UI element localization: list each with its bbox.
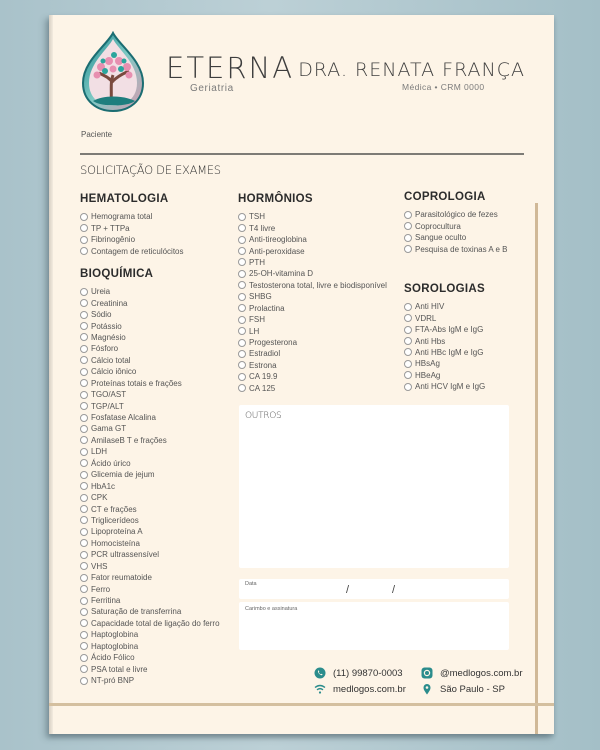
radio-circle-icon[interactable] (404, 314, 412, 322)
exam-label: Coprocultura (415, 221, 461, 231)
exam-checkbox-item[interactable] (238, 234, 387, 245)
location-pin-icon (421, 683, 433, 695)
website-url: medlogos.com.br (333, 683, 406, 695)
exam-label: Ureia (91, 287, 111, 297)
radio-circle-icon[interactable] (238, 350, 246, 358)
radio-circle-icon[interactable] (80, 333, 88, 341)
exam-label: Fibrinogênio (91, 235, 136, 245)
radio-circle-icon[interactable] (80, 528, 88, 536)
radio-circle-icon[interactable] (80, 677, 88, 685)
exam-label: Magnésio (91, 332, 126, 342)
contact-phone (314, 667, 403, 679)
exam-label: Creatinina (91, 298, 128, 308)
radio-circle-icon[interactable] (404, 222, 412, 230)
exam-checkbox-item[interactable] (80, 211, 184, 222)
section-title: BIOQUÍMICA (80, 268, 154, 280)
radio-circle-icon[interactable] (80, 436, 88, 444)
exam-checkbox-item[interactable] (238, 337, 387, 348)
exam-checkbox-item[interactable] (80, 538, 220, 549)
radio-circle-icon[interactable] (238, 316, 246, 324)
form-title: SOLICITAÇÃO DE EXAMES (80, 163, 221, 177)
exam-checkbox-item[interactable] (404, 232, 508, 243)
exam-checkbox-item[interactable] (80, 526, 220, 537)
exam-label: Anti HCV IgM e IgG (415, 382, 486, 392)
other-exams-label: OUTROS (245, 411, 282, 421)
exam-checkbox-item[interactable] (238, 371, 387, 382)
exam-label: Sódio (91, 310, 112, 320)
section-hormonios (238, 193, 387, 394)
radio-circle-icon[interactable] (80, 213, 88, 221)
exam-label: Anti Hbs (415, 336, 446, 346)
radio-circle-icon[interactable] (238, 373, 246, 381)
exam-checkbox-item[interactable] (80, 400, 220, 411)
exam-checkbox-item[interactable] (80, 222, 184, 233)
exam-checkbox-item[interactable] (404, 335, 485, 346)
exam-label: Potássio (91, 321, 122, 331)
exam-checkbox-item[interactable] (404, 301, 485, 312)
exam-label: TGO/AST (91, 390, 127, 400)
exam-label: CPK (91, 493, 108, 503)
brand-name: ETERNA (166, 51, 295, 85)
radio-circle-icon[interactable] (238, 361, 246, 369)
exam-checkbox-item[interactable] (80, 583, 220, 594)
radio-circle-icon[interactable] (404, 211, 412, 219)
radio-circle-icon[interactable] (80, 311, 88, 319)
radio-circle-icon[interactable] (404, 234, 412, 242)
exam-label: CT e frações (91, 504, 137, 514)
doctor-name: DRA. RENATA FRANÇA (298, 59, 525, 81)
exam-label: HBeAg (415, 370, 441, 380)
exam-checkbox-item[interactable] (80, 389, 220, 400)
radio-circle-icon[interactable] (80, 414, 88, 422)
doctor-credentials: Médica • CRM 0000 (402, 82, 485, 92)
exam-checkbox-item[interactable] (80, 366, 220, 377)
exam-label: Contagem de reticulócitos (91, 246, 184, 256)
exam-label: PSA total e livre (91, 664, 148, 674)
exam-checkbox-item[interactable] (80, 606, 220, 617)
exam-label: Cálcio total (91, 355, 131, 365)
exam-checkbox-item[interactable] (80, 561, 220, 572)
exam-label: CA 19.9 (249, 372, 278, 382)
section-coprologia (404, 191, 508, 255)
exam-checkbox-item[interactable] (80, 515, 220, 526)
exam-checkbox-item[interactable] (80, 245, 184, 256)
exam-checkbox-item[interactable] (404, 209, 508, 220)
exam-label: 25-OH-vitamina D (249, 269, 314, 279)
exam-checkbox-item[interactable] (80, 286, 220, 297)
radio-circle-icon[interactable] (404, 360, 412, 368)
exam-checkbox-item[interactable] (80, 469, 220, 480)
exam-label: Anti-peroxidase (249, 246, 305, 256)
radio-circle-icon[interactable] (238, 224, 246, 232)
other-exams-textarea[interactable] (239, 405, 509, 568)
radio-circle-icon[interactable] (80, 631, 88, 639)
radio-circle-icon[interactable] (80, 288, 88, 296)
radio-circle-icon[interactable] (238, 339, 246, 347)
exam-checkbox-item[interactable] (80, 446, 220, 457)
section-bioquimica (80, 268, 220, 686)
exam-label: Haptoglobina (91, 630, 139, 640)
radio-circle-icon[interactable] (238, 270, 246, 278)
exam-label: T4 livre (249, 223, 276, 233)
instagram-handle: @medlogos.com.br (440, 667, 523, 679)
exam-checkbox-item[interactable] (404, 324, 485, 335)
radio-circle-icon[interactable] (80, 551, 88, 559)
exam-checkbox-item[interactable] (80, 320, 220, 331)
exam-label: LDH (91, 447, 108, 457)
tree-drop-logo-icon (79, 31, 147, 113)
exam-checkbox-item[interactable] (238, 383, 387, 394)
exam-label: Ácido Fólico (91, 653, 135, 663)
date-separator: / (346, 584, 350, 596)
exam-checkbox-item[interactable] (238, 360, 387, 371)
radio-circle-icon[interactable] (404, 303, 412, 311)
radio-circle-icon[interactable] (238, 247, 246, 255)
exam-checkbox-item[interactable] (404, 347, 485, 358)
exam-label: Prolactina (249, 303, 285, 313)
radio-circle-icon[interactable] (80, 619, 88, 627)
radio-circle-icon[interactable] (238, 236, 246, 244)
exam-label: PCR ultrassensível (91, 550, 160, 560)
brand-subtitle: Geriatria (190, 83, 234, 94)
location-text: São Paulo - SP (440, 683, 505, 695)
exam-checkbox-item[interactable] (238, 348, 387, 359)
section-title: HORMÔNIOS (238, 193, 313, 205)
decorative-horizontal-bar (49, 703, 554, 706)
radio-circle-icon[interactable] (80, 574, 88, 582)
exam-checkbox-item[interactable] (238, 303, 387, 314)
exam-checkbox-item[interactable] (80, 378, 220, 389)
radio-circle-icon[interactable] (80, 494, 88, 502)
exam-checkbox-item[interactable] (80, 503, 220, 514)
exam-label: Fator reumatoide (91, 573, 152, 583)
exam-label: FSH (249, 315, 265, 325)
radio-circle-icon[interactable] (80, 482, 88, 490)
exam-checkbox-item[interactable] (80, 572, 220, 583)
decorative-vertical-bar (535, 203, 538, 734)
signature-field[interactable] (239, 602, 509, 650)
radio-circle-icon[interactable] (404, 337, 412, 345)
exam-checkbox-item[interactable] (238, 268, 387, 279)
exam-checkbox-item[interactable] (238, 222, 387, 233)
exam-label: Lipoproteína A (91, 527, 143, 537)
radio-circle-icon[interactable] (80, 608, 88, 616)
radio-circle-icon[interactable] (404, 326, 412, 334)
radio-circle-icon[interactable] (238, 213, 246, 221)
exam-label: Progesterona (249, 338, 298, 348)
radio-circle-icon[interactable] (80, 505, 88, 513)
exam-label: Anti-tireoglobina (249, 235, 307, 245)
radio-circle-icon[interactable] (80, 471, 88, 479)
exam-label: Anti HIV (415, 302, 445, 312)
radio-circle-icon[interactable] (80, 299, 88, 307)
radio-circle-icon[interactable] (80, 448, 88, 456)
exam-label: Capacidade total de ligação do ferro (91, 618, 220, 628)
exam-label: Estrona (249, 360, 277, 370)
exam-checkbox-item[interactable] (404, 370, 485, 381)
radio-circle-icon[interactable] (238, 293, 246, 301)
radio-circle-icon[interactable] (238, 384, 246, 392)
exam-label: Cálcio iônico (91, 367, 137, 377)
exam-request-form (49, 15, 554, 734)
exam-checkbox-item[interactable] (80, 412, 220, 423)
exam-checkbox-item[interactable] (80, 297, 220, 308)
radio-circle-icon[interactable] (80, 562, 88, 570)
radio-circle-icon[interactable] (80, 224, 88, 232)
exam-label: Parasitológico de fezes (415, 210, 498, 220)
exam-label: Ferritina (91, 596, 121, 606)
radio-circle-icon[interactable] (80, 247, 88, 255)
exam-label: Triglicerídeos (91, 515, 139, 525)
exam-checkbox-item[interactable] (80, 492, 220, 503)
exam-checkbox-item[interactable] (80, 332, 220, 343)
exam-checkbox-item[interactable] (80, 309, 220, 320)
exam-checkbox-item[interactable] (238, 245, 387, 256)
exam-checkbox-item[interactable] (80, 663, 220, 674)
exam-label: TSH (249, 212, 265, 222)
radio-circle-icon[interactable] (80, 654, 88, 662)
exam-label: Ácido úrico (91, 458, 131, 468)
exam-checkbox-item[interactable] (404, 358, 485, 369)
exam-label: NT-pró BNP (91, 676, 135, 686)
exam-label: Sangue oculto (415, 233, 467, 243)
exam-label: Ferro (91, 584, 111, 594)
radio-circle-icon[interactable] (80, 322, 88, 330)
exam-label: Pesquisa de toxinas A e B (415, 244, 508, 254)
exam-label: FTA-Abs IgM e IgG (415, 325, 484, 335)
radio-circle-icon[interactable] (80, 345, 88, 353)
radio-circle-icon[interactable] (238, 304, 246, 312)
radio-circle-icon[interactable] (80, 379, 88, 387)
exam-label: VDRL (415, 313, 437, 323)
exam-checkbox-item[interactable] (80, 675, 220, 686)
phone-number: (11) 99870-0003 (333, 667, 403, 679)
exam-checkbox-item[interactable] (80, 641, 220, 652)
section-sorologias (404, 283, 485, 393)
patient-name-field[interactable] (80, 153, 524, 155)
exam-checkbox-item[interactable] (238, 257, 387, 268)
exam-checkbox-item[interactable] (80, 355, 220, 366)
radio-circle-icon[interactable] (238, 281, 246, 289)
exam-label: CA 125 (249, 383, 276, 393)
wifi-icon (314, 683, 326, 695)
exam-checkbox-item[interactable] (238, 211, 387, 222)
section-hematologia (80, 193, 184, 257)
exam-label: HBsAg (415, 359, 440, 369)
contact-location (421, 683, 505, 695)
exam-label: Fósforo (91, 344, 119, 354)
exam-checkbox-item[interactable] (80, 343, 220, 354)
exam-label: VHS (91, 561, 108, 571)
whatsapp-icon (314, 667, 326, 679)
exam-checkbox-item[interactable] (80, 618, 220, 629)
contact-website (314, 683, 406, 695)
exam-checkbox-item[interactable] (80, 629, 220, 640)
contact-instagram (421, 667, 523, 679)
exam-label: Proteínas totais e frações (91, 378, 182, 388)
exam-label: Gama GT (91, 424, 127, 434)
radio-circle-icon[interactable] (404, 245, 412, 253)
signature-label: Carimbo e assinatura (245, 606, 298, 612)
exam-label: Glicemia de jejum (91, 470, 155, 480)
exam-label: Estradiol (249, 349, 281, 359)
radio-circle-icon[interactable] (404, 348, 412, 356)
radio-circle-icon[interactable] (80, 391, 88, 399)
radio-circle-icon[interactable] (80, 356, 88, 364)
exam-checkbox-item[interactable] (80, 595, 220, 606)
exam-checkbox-item[interactable] (404, 312, 485, 323)
exam-checkbox-item[interactable] (80, 549, 220, 560)
radio-circle-icon[interactable] (80, 597, 88, 605)
instagram-icon (421, 667, 433, 679)
radio-circle-icon[interactable] (80, 459, 88, 467)
exam-checkbox-item[interactable] (404, 243, 508, 254)
exam-checkbox-item[interactable] (80, 234, 184, 245)
exam-checkbox-item[interactable] (404, 220, 508, 231)
radio-circle-icon[interactable] (80, 585, 88, 593)
exam-label: LH (249, 326, 260, 336)
exam-label: TGP/ALT (91, 401, 124, 411)
exam-label: Fosfatase Alcalina (91, 413, 156, 423)
exam-checkbox-item[interactable] (80, 435, 220, 446)
exam-checkbox-item[interactable] (238, 325, 387, 336)
radio-circle-icon[interactable] (404, 383, 412, 391)
patient-label: Paciente (81, 130, 113, 139)
radio-circle-icon[interactable] (404, 371, 412, 379)
radio-circle-icon[interactable] (80, 539, 88, 547)
exam-checkbox-item[interactable] (238, 291, 387, 302)
exam-label: Haptoglobina (91, 641, 139, 651)
exam-checkbox-item[interactable] (80, 423, 220, 434)
section-title: SOROLOGIAS (404, 283, 485, 295)
exam-checkbox-item[interactable] (80, 480, 220, 491)
exam-checkbox-item[interactable] (404, 381, 485, 392)
exam-checkbox-item[interactable] (80, 652, 220, 663)
exam-label: HbA1c (91, 481, 116, 491)
date-label: Data (245, 581, 257, 587)
exam-checkbox-item[interactable] (238, 314, 387, 325)
exam-label: Hemograma total (91, 212, 153, 222)
exam-label: Homocisteína (91, 538, 140, 548)
exam-label: Testosterona total, livre e biodisponível (249, 280, 387, 290)
exam-label: SHBG (249, 292, 272, 302)
radio-circle-icon[interactable] (80, 665, 88, 673)
exam-checkbox-item[interactable] (80, 458, 220, 469)
radio-circle-icon[interactable] (80, 516, 88, 524)
radio-circle-icon[interactable] (80, 425, 88, 433)
section-title: HEMATOLOGIA (80, 193, 169, 205)
date-field[interactable] (239, 579, 509, 599)
exam-label: AmilaseB T e frações (91, 435, 167, 445)
exam-label: Anti HBc IgM e IgG (415, 347, 484, 357)
radio-circle-icon[interactable] (80, 402, 88, 410)
exam-label: Saturação de transferrina (91, 607, 182, 617)
radio-circle-icon[interactable] (80, 368, 88, 376)
exam-label: PTH (249, 257, 265, 267)
section-title: COPROLOGIA (404, 191, 486, 203)
radio-circle-icon[interactable] (238, 258, 246, 266)
radio-circle-icon[interactable] (80, 642, 88, 650)
exam-checkbox-item[interactable] (238, 280, 387, 291)
radio-circle-icon[interactable] (238, 327, 246, 335)
radio-circle-icon[interactable] (80, 236, 88, 244)
date-separator: / (392, 584, 396, 596)
exam-label: TP + TTPa (91, 223, 130, 233)
